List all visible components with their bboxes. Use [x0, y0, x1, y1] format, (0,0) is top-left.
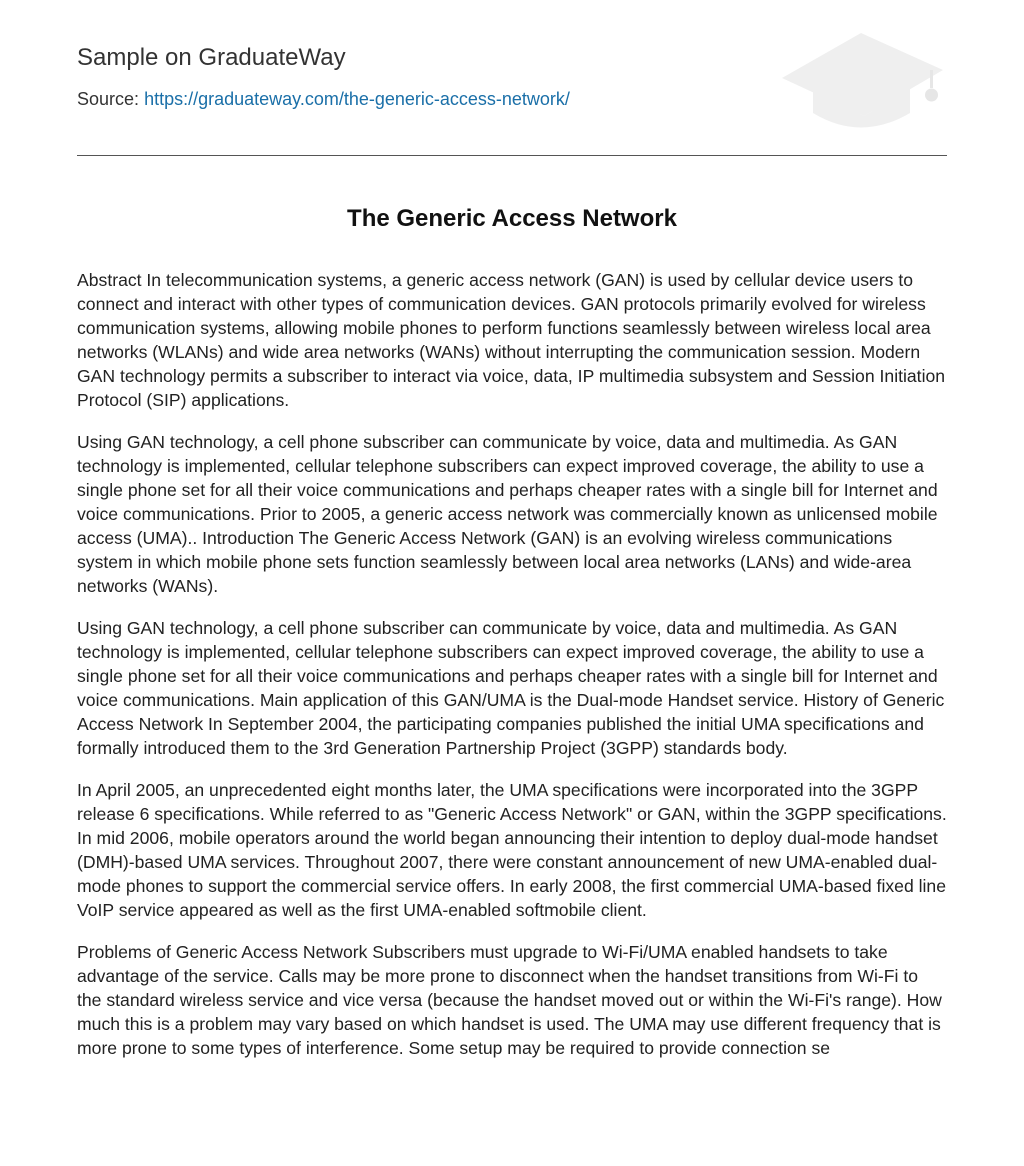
page-header [77, 0, 947, 156]
source-label: Source: [77, 89, 140, 109]
header-divider [77, 155, 947, 156]
site-title: Sample on GraduateWay [77, 44, 346, 71]
paragraph: Using GAN technology, a cell phone subscriber can communicate by voice, data and multimedia. As GAN technology is implemented, cellular telephone subscribers can expect improved coverage, the ability to use a single phone set for all their voice communications and perhaps cheaper rates with a single bill for Internet and voice communications. Main application of this GAN/UMA is the Dual-mode Handset service. History of Generic Access Network In September 2004, the participating companies published the initial UMA specifications and formally introduced them to the 3rd Generation Partnership Project (3GPP) standards body. [77, 618, 945, 758]
paragraph: In April 2005, an unprecedented eight months later, the UMA specifications were incorporated into the 3GPP release 6 specifications. While referred to as "Generic Access Network" or GAN, within the 3GPP specifications. In mid 2006, mobile operators around the world began announcing their intention to deploy dual-mode handset (DMH)-based UMA services. Throughout 2007, there were constant announcement of new UMA-enabled dual-mode phones to support the commercial service offers. In early 2008, the first commercial UMA-based fixed line VoIP service appeared as well as the first UMA-enabled softmobile client. [77, 780, 947, 920]
graduation-cap-icon [780, 30, 946, 134]
document-title: The Generic Access Network [347, 205, 677, 232]
paragraph: Using GAN technology, a cell phone subscriber can communicate by voice, data and multimedia. As GAN technology is implemented, cellular telephone subscribers can expect improved coverage, the ability to use a single phone set for all their voice communications and perhaps cheaper rates with a single bill for Internet and voice communications. Prior to 2005, a generic access network was commercially known as unlicensed mobile access (UMA).. Introduction The Generic Access Network (GAN) is an evolving wireless communications system in which mobile phone sets function seamlessly between local area networks (LANs) and wide-area networks (WANs). [77, 432, 938, 596]
source-link[interactable]: https://graduateway.com/the-generic-access-network/ [144, 89, 570, 109]
paragraph: Abstract In telecommunication systems, a generic access network (GAN) is used by cellular device users to connect and interact with other types of communication devices. GAN protocols primarily evolved for wireless communication systems, allowing mobile phones to perform functions seamlessly between wireless local area networks (WLANs) and wide area networks (WANs) without interrupting the communication session. Modern GAN technology permits a subscriber to interact via voice, data, IP multimedia subsystem and Session Initiation Protocol (SIP) applications. [77, 270, 946, 410]
paragraph: Problems of Generic Access Network Subscribers must upgrade to Wi-Fi/UMA enabled handsets to take advantage of the service. Calls may be more prone to disconnect when the handset transitions from Wi-Fi to the standard wireless service and vice versa (because the handset moved out or within the Wi-Fi's range). How much this is a problem may vary based on which handset is used. The UMA may use different frequency that is more prone to some types of interference. Some setup may be required to provide connection se [77, 942, 942, 1058]
document-body [77, 268, 947, 1078]
source-line [77, 89, 570, 110]
